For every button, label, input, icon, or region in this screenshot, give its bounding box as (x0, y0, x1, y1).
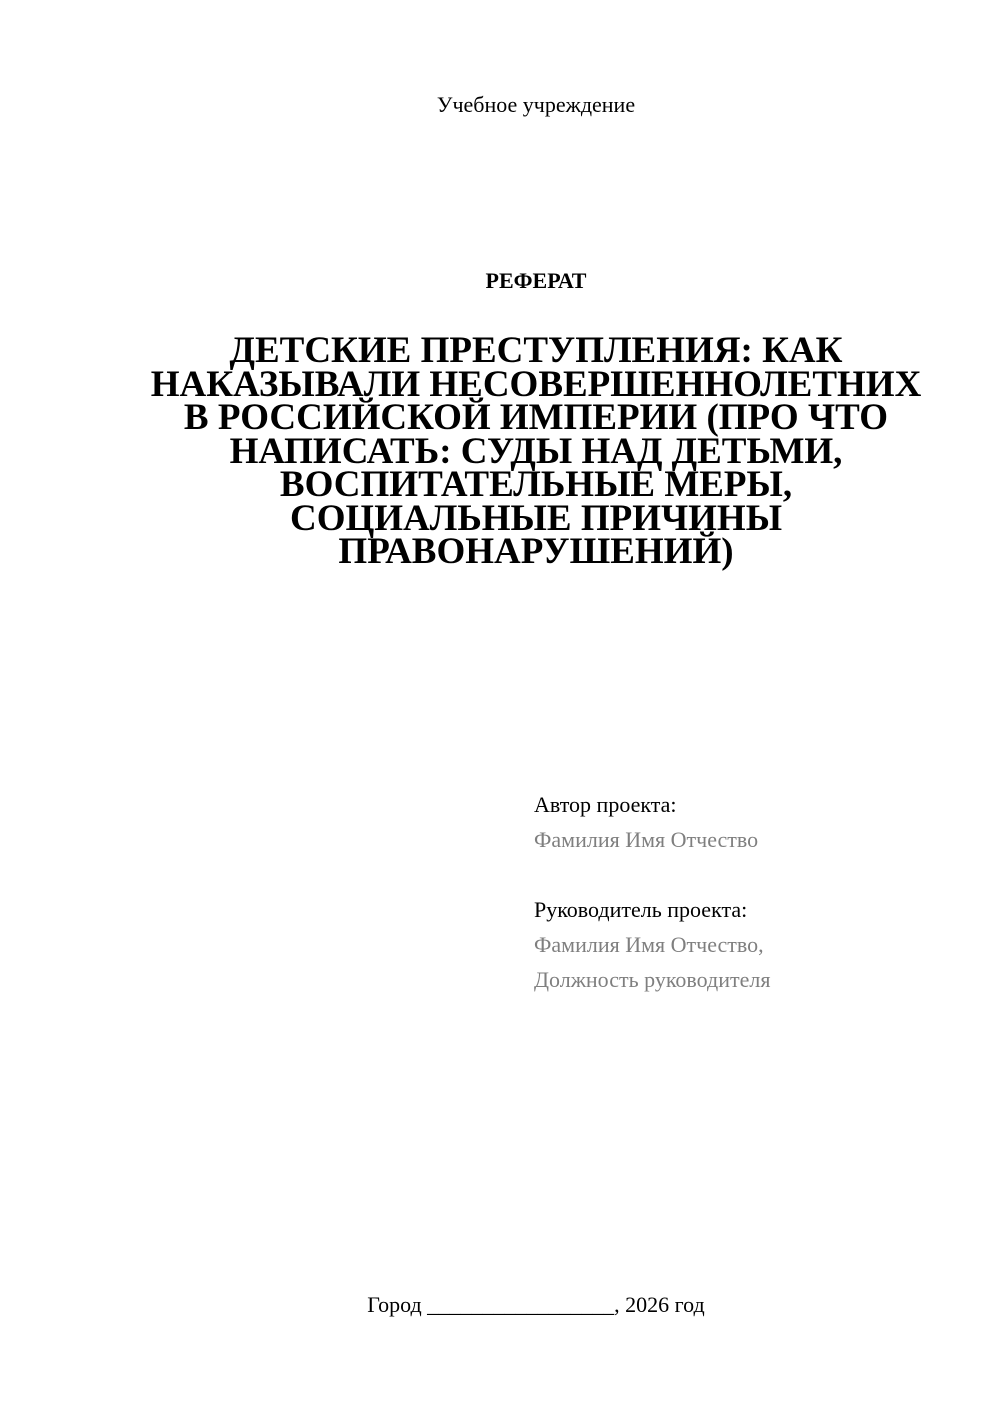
institution-name: Учебное учреждение (436, 92, 636, 117)
document-type: РЕФЕРАТ (485, 268, 587, 293)
supervisor-label: Руководитель проекта: (534, 897, 748, 922)
city-year-line: Город _________________, 2026 год (367, 1292, 705, 1317)
supervisor-name: Фамилия Имя Отчество, (534, 932, 764, 957)
document-title: ДЕТСКИЕ ПРЕСТУПЛЕНИЯ: КАК НАКАЗЫВАЛИ НЕСОВЕРШЕННОЛЕТНИХ В РОССИЙСКОЙ ИМПЕРИИ (ПРО ЧТО НАПИСАТЬ: СУДЫ НАД ДЕТЬМИ, ВОСПИТАТЕЛЬНЫЕ МЕРЫ, СОЦИАЛЬНЫЕ ПРИЧИНЫ ПРАВОНАРУШЕНИЙ) (150, 330, 922, 572)
author-name: Фамилия Имя Отчество (534, 827, 759, 852)
supervisor-position: Должность руководителя (534, 967, 771, 992)
author-label: Автор проекта: (534, 792, 677, 817)
